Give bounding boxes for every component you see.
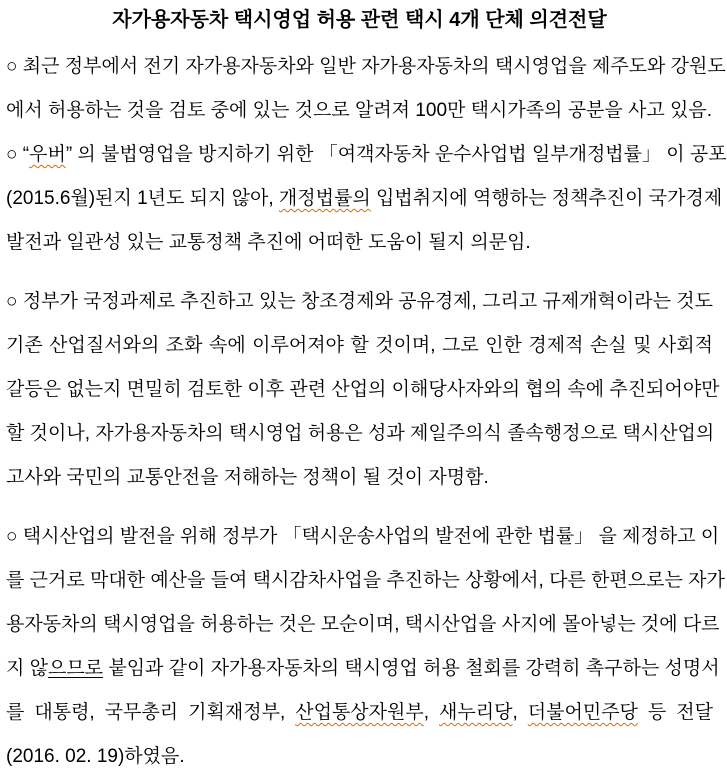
text-segment: (2015.6월)된지 1년도 되지 않아, <box>6 188 279 209</box>
text-line: 할 것이나, 자가용자동차의 택시영업 허용은 성과 제일주의식 졸속행정으로 택시산업의 <box>6 423 715 444</box>
text-segment: , <box>423 702 440 723</box>
paragraph <box>6 45 726 133</box>
spellcheck-word: 산업통상자원부 <box>295 702 424 723</box>
text-line: ○ 택시산업의 발전을 위해 정부가 「택시운송사업의 발전에 관한 법률」 을 제정하고 이 <box>6 526 720 547</box>
text-line <box>6 647 720 691</box>
text-line: 발전과 일관성 있는 교통정책 추진에 어떠한 도움이 될지 의문임. <box>6 232 531 253</box>
text-line: (2016. 02. 19)하였음. <box>6 746 185 767</box>
document-title: 자가용자동차 택시영업 허용 관련 택시 4개 단체 의견전달 <box>112 9 607 31</box>
text-line: 용자동차의 택시영업을 허용하는 것은 모순이며, 택시산업을 사지에 몰아넣는 것에 다르 <box>6 614 720 635</box>
text-segment: 지 않 <box>6 658 48 679</box>
text-segment: 입법취지에 역행하는 정책추진이 국가경제 <box>370 188 723 209</box>
text-line <box>6 691 713 735</box>
paragraph <box>6 280 720 500</box>
text-line: 를 근거로 막대한 예산을 들여 택시감차사업을 추진하는 상황에서, 다른 한편으로는 자가 <box>6 570 725 591</box>
paragraph <box>6 133 727 265</box>
spellcheck-word: 우버 <box>29 144 66 165</box>
text-line: ○ 정부가 국정과제로 추진하고 있는 창조경제와 공유경제, 그리고 규제개혁이라는 것도 <box>6 291 713 312</box>
text-segment: , <box>512 702 528 723</box>
text-line: 갈등은 없는지 면밀히 검토한 이후 관련 산업의 이해당사자와의 협의 속에 추진되어야만 <box>6 379 720 400</box>
text-segment: 를 대통령, 국무총리 기획재정부, <box>6 702 296 723</box>
text-segment: 붙임과 같이 자가용자동차의 택시영업 허용 철회를 강력히 촉구하는 성명서 <box>103 658 720 679</box>
text-segment: 등 전달 <box>637 702 714 723</box>
text-line <box>6 133 727 177</box>
spellcheck-word: 새누리당 <box>439 702 513 723</box>
text-segment: ” 의 불법영업을 방지하기 위한 「여객자동차 운수사업법 일부개정법률」 이 공포 <box>65 144 727 165</box>
spellcheck-word: 개정법률의 <box>278 188 371 209</box>
text-line: 고사와 국민의 교통안전을 저해하는 정책이 될 것이 자명함. <box>6 467 489 488</box>
text-line <box>6 177 723 221</box>
text-segment: ○ “ <box>6 144 30 165</box>
text-line: 에서 허용하는 것을 검토 중에 있는 것으로 알려져 100만 택시가족의 공분을 사고 있음. <box>6 100 713 121</box>
text-line: 기존 산업질서와의 조화 속에 이루어져야 할 것이며, 그로 인한 경제적 손실 및 사회적 <box>6 335 713 356</box>
spellcheck-word: 더불어민주당 <box>527 702 638 723</box>
paragraph <box>6 515 725 779</box>
text-line: ○ 최근 정부에서 전기 자가용자동차와 일반 자가용자동차의 택시영업을 제주도와 강원도 <box>6 56 726 77</box>
underlined-word: 으므로 <box>48 658 104 679</box>
